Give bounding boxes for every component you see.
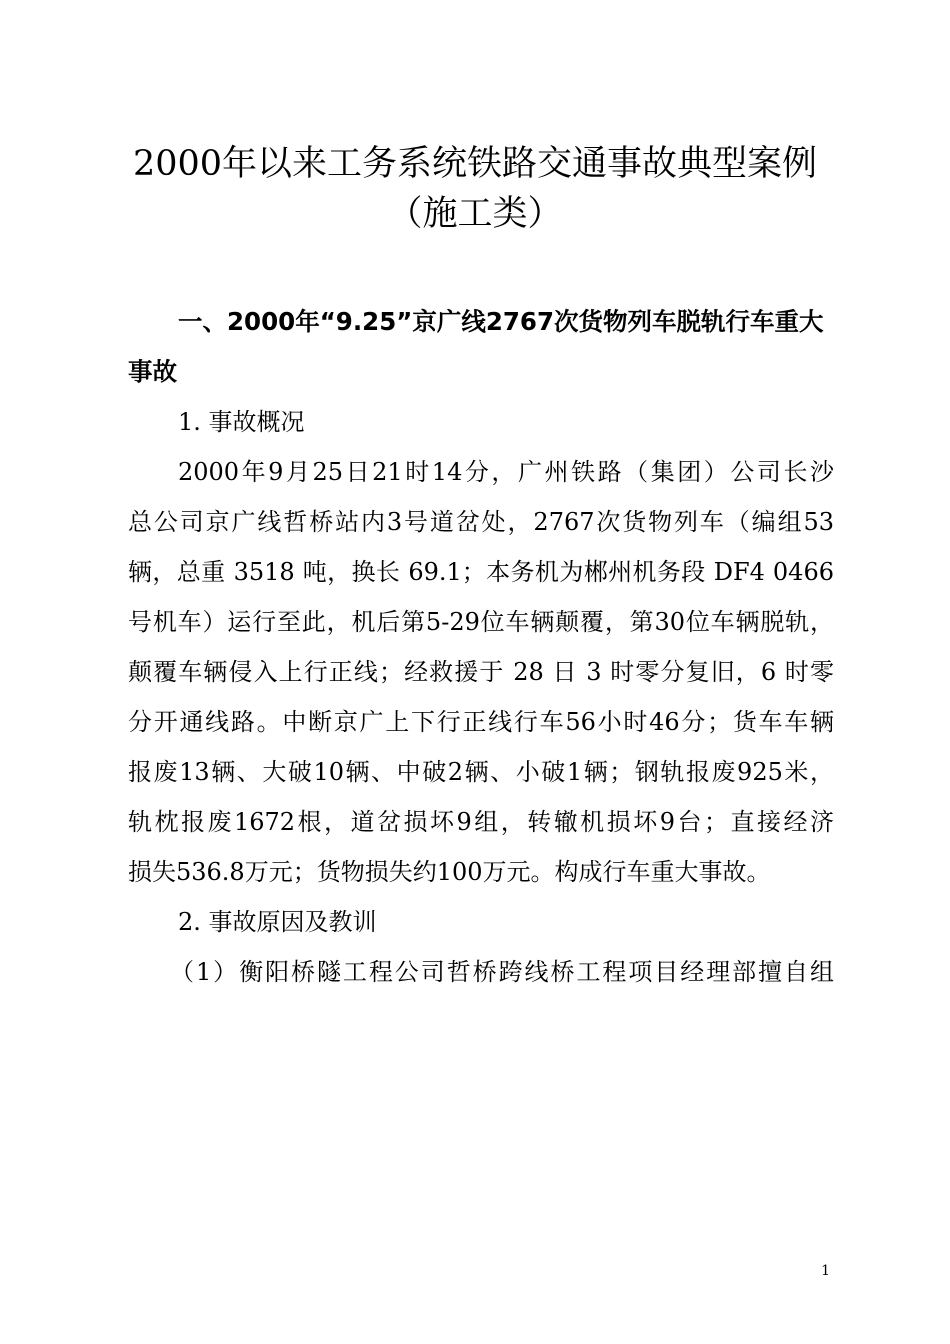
page-number: 1 (821, 1263, 830, 1279)
paragraph-line: 分开通线路。中断京广上下行正线行车56小时46分；货车车辆 (128, 708, 834, 736)
paragraph-line: 辆，总重 3518 吨，换长 69.1；本务机为郴州机务段 DF4 0466 (128, 558, 834, 586)
paragraph-line: 总公司京广线哲桥站内3号道岔处，2767次货物列车（编组53 (128, 508, 834, 536)
section-1-heading-line-1: 一、2000年“9.25”京广线2767次货物列车脱轨行车重大 (178, 307, 824, 336)
paragraph-line: 损失536.8万元；货物损失约100万元。构成行车重大事故。 (128, 858, 771, 886)
subsection-1-heading: 1. 事故概况 (178, 408, 305, 436)
paragraph-line: （1）衡阳桥隧工程公司哲桥跨线桥工程项目经理部擅自组 (170, 958, 834, 986)
paragraph-line: 轨枕报废1672根，道岔损坏9组，转辙机损坏9台；直接经济 (128, 808, 834, 836)
section-1-heading-line-2: 事故 (128, 357, 177, 386)
paragraph-line: 颠覆车辆侵入上行正线；经救援于 28 日 3 时零分复旧，6 时零 (128, 658, 834, 686)
paragraph-line: 报废13辆、大破10辆、中破2辆、小破1辆；钢轨报废925米， (128, 758, 834, 786)
document-title-line-2: （施工类） (387, 194, 563, 234)
paragraph-line: 2000年9月25日21时14分，广州铁路（集团）公司长沙 (178, 458, 834, 486)
document-title-line-1: 2000年以来工务系统铁路交通事故典型案例 (132, 144, 818, 184)
subsection-2-heading: 2. 事故原因及教训 (178, 908, 377, 936)
paragraph-line: 号机车）运行至此，机后第5-29位车辆颠覆，第30位车辆脱轨， (128, 608, 834, 636)
